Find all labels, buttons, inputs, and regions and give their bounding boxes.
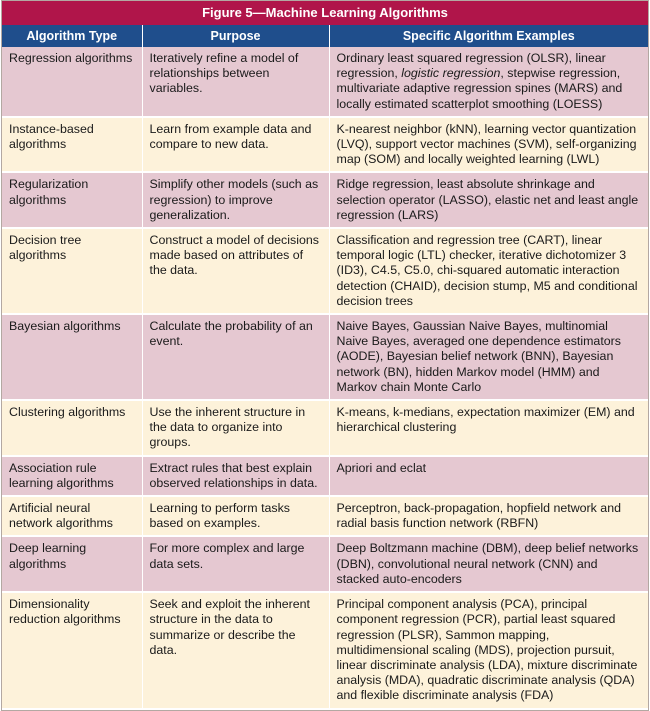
- algorithm-type: Bayesian algorithms: [2, 314, 142, 400]
- examples: Perceptron, back-propagation, hopfield network and radial basis function network (RBFN): [329, 496, 648, 536]
- purpose: Simplify other models (such as regression) to improve generalization.: [142, 172, 329, 228]
- examples: Naive Bayes, Gaussian Naive Bayes, multinomial Naive Bayes, averaged one dependence estimators (AODE), Bayesian belief network (BNN), Bayesian network (BN), hidden Markov model (HMM) and Markov chain Monte Carlo: [329, 314, 648, 400]
- purpose: Seek and exploit the inherent structure in the data to summarize or describe the data.: [142, 592, 329, 708]
- table-row: [2, 400, 648, 456]
- algorithm-type: Dimensionality reduction algorithms: [2, 592, 142, 708]
- examples: K-nearest neighbor (kNN), learning vector quantization (LVQ), support vector machines (SVM), self-organizing map (SOM) and locally weighted learning (LWL): [329, 117, 648, 173]
- purpose: Learning to perform tasks based on examples.: [142, 496, 329, 536]
- purpose: Construct a model of decisions made based on attributes of the data.: [142, 228, 329, 314]
- algorithm-type: Clustering algorithms: [2, 400, 142, 456]
- table-header-row: [2, 25, 648, 47]
- examples-italic: logistic regression: [401, 66, 501, 81]
- examples: Principal component analysis (PCA), principal component regression (PCR), partial least squared regression (PLSR), Sammon mapping, multidimensional scaling (MDS), projection pursuit, linear discriminate analysis (LDA), mixture discriminate analysis (MDA), quadratic discriminate analysis (QDA) and flexible discriminate analysis (FDA): [329, 592, 648, 708]
- examples: [329, 47, 648, 117]
- table-row: [2, 456, 648, 496]
- table-row: [2, 117, 648, 173]
- algorithm-type: Artificial neural network algorithms: [2, 496, 142, 536]
- purpose: Learn from example data and compare to new data.: [142, 117, 329, 173]
- table-row: [2, 496, 648, 536]
- examples: Classification and regression tree (CART), linear temporal logic (LTL) checker, iterative dichotomizer 3 (ID3), C4.5, C5.0, chi-squared automatic interaction detection (CHAID), decision stump, M5 and conditional decision trees: [329, 228, 648, 314]
- purpose: For more complex and large data sets.: [142, 536, 329, 592]
- examples: Ridge regression, least absolute shrinkage and selection operator (LASSO), elastic net and least angle regression (LARS): [329, 172, 648, 228]
- algorithms-table: [2, 25, 648, 710]
- algorithm-type: Deep learning algorithms: [2, 536, 142, 592]
- algorithm-type: Instance-based algorithms: [2, 117, 142, 173]
- purpose: Calculate the probability of an event.: [142, 314, 329, 400]
- algorithm-type: Regression algorithms: [2, 47, 142, 117]
- table-row: [2, 228, 648, 314]
- figure: [1, 0, 649, 711]
- table-row: [2, 47, 648, 117]
- examples-text: Ordinary least squared regression (OLSR), linear regression,: [336, 51, 606, 81]
- purpose: Use the inherent structure in the data to organize into groups.: [142, 400, 329, 456]
- algorithm-type: Association rule learning algorithms: [2, 456, 142, 496]
- figure-title: Figure 5—Machine Learning Algorithms: [2, 1, 648, 25]
- table-row: [2, 536, 648, 592]
- table-row: [2, 592, 648, 708]
- examples: Deep Boltzmann machine (DBM), deep belief networks (DBN), convolutional neural network (CNN) and stacked auto-encoders: [329, 536, 648, 592]
- header-purpose: Purpose: [142, 25, 329, 47]
- examples: K-means, k-medians, expectation maximizer (EM) and hierarchical clustering: [329, 400, 648, 456]
- table-row: [2, 314, 648, 400]
- purpose: Extract rules that best explain observed relationships in data.: [142, 456, 329, 496]
- table-row: [2, 172, 648, 228]
- algorithm-type: Decision tree algorithms: [2, 228, 142, 314]
- algorithm-type: Regularization algorithms: [2, 172, 142, 228]
- examples-text: , stepwise regression, multivariate adaptive regression spines (MARS) and locally estimated scatterplot smoothing (LOESS): [336, 66, 623, 111]
- header-examples: Specific Algorithm Examples: [329, 25, 648, 47]
- header-algorithm-type: Algorithm Type: [2, 25, 142, 47]
- examples: Apriori and eclat: [329, 456, 648, 496]
- purpose: Iteratively refine a model of relationships between variables.: [142, 47, 329, 117]
